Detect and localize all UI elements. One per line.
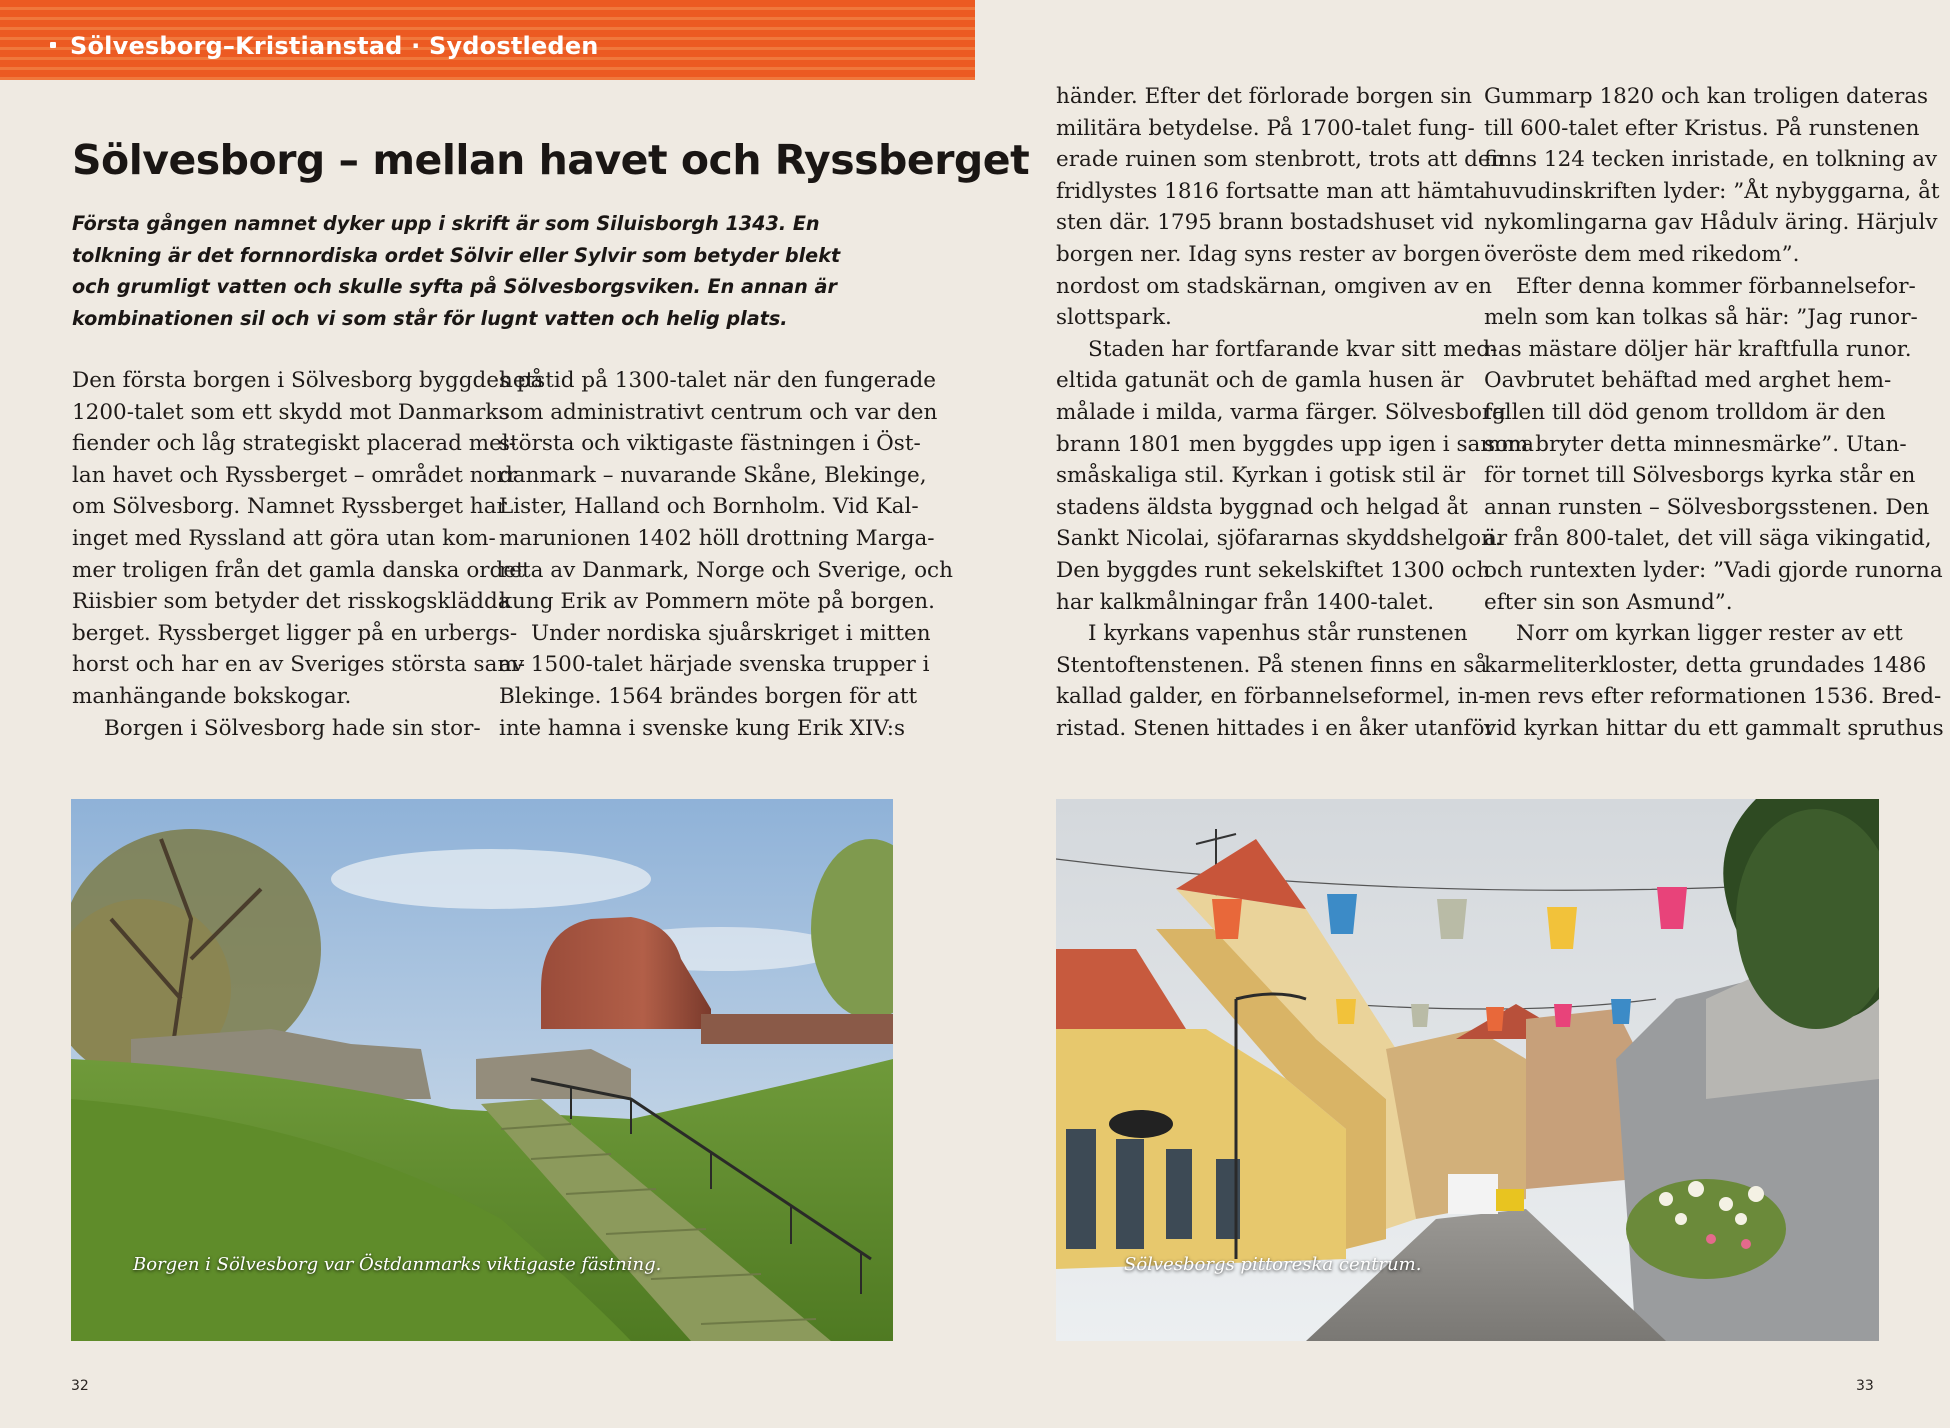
text-line: ristad. Stenen hittades i en åker utanför [1056,715,1495,741]
text-line: karmeliterkloster, detta grundades 1486 [1484,652,1927,678]
text-line: Sankt Nicolai, sjöfararnas skyddshelgon. [1056,526,1502,552]
text-line: Lister, Halland och Bornholm. Vid Kal- [499,494,919,520]
text-line: för tornet till Sölvesborgs kyrka står en [1484,463,1916,489]
text-column-2 [499,365,953,744]
street-photo [1056,799,1879,1341]
right-page [975,0,1950,1428]
text-line: Riisbier som betyder det risskogsklädda [72,589,511,615]
text-line: Gummarp 1820 och kan troligen dateras [1484,84,1929,109]
text-line: stadens äldsta byggnad och helgad åt [1056,494,1468,520]
text-line: Stentoftenstenen. På stenen finns en så [1056,652,1488,678]
text-line: berget. Ryssberget ligger på en urbergs- [72,620,518,646]
text-line: erade ruinen som stenbrott, trots att den [1056,147,1505,173]
lead-line: kombinationen sil och vi som står för lugnt vatten och helig plats. [72,306,788,330]
text-line: Under nordiska sjuårskriget i mitten [531,620,931,646]
text-line: lan havet och Ryssberget – området norr [72,462,518,488]
text-line: militära betydelse. På 1700-talet fung- [1056,115,1475,141]
text-line: om Sölvesborg. Namnet Ryssberget har [72,494,507,520]
text-line: Staden har fortfarande kvar sitt med- [1088,336,1498,362]
text-line: överöste dem med rikedom”. [1484,241,1800,267]
text-line: manhängande bokskogar. [72,683,352,709]
text-line: Den första borgen i Sölvesborg byggdes på [72,368,544,393]
text-line: annan runsten – Sölvesborgsstenen. Den [1484,494,1930,520]
castle-photo-caption: Borgen i Sölvesborg var Östdanmarks viktigaste fästning. [133,1254,662,1275]
text-line: Blekinge. 1564 brändes borgen för att [499,683,918,709]
text-line: sten där. 1795 brann bostadshuset vid [1056,210,1474,236]
text-line: 1200-talet som ett skydd mot Danmarks [72,399,510,425]
text-line: målade i milda, varma färger. Sölvesborg [1056,399,1506,425]
text-line: horst och har en av Sveriges största sam- [72,652,526,678]
text-line: inte hamna i svenske kung Erik XIV:s [499,715,906,741]
text-line: hetstid på 1300-talet när den fungerade [499,368,936,393]
text-line: är från 800-talet, det vill säga vikingatid, [1484,526,1932,552]
text-line: fridlystes 1816 fortsatte man att hämta [1056,178,1486,204]
text-line: småskaliga stil. Kyrkan i gotisk stil är [1056,463,1466,489]
text-line: Norr om kyrkan ligger rester av ett [1516,621,1903,647]
text-line: vid kyrkan hittar du ett gammalt spruthus [1484,715,1944,741]
text-line: Efter denna kommer förbannelsefor- [1516,273,1916,299]
bullet-icon [50,42,56,48]
text-column-3 [1056,81,1534,744]
page-number-right: 33 [1856,1378,1874,1394]
text-column-1 [72,365,544,744]
text-line: nas mästare döljer här kraftfulla runor. [1484,336,1912,362]
street-photo-caption: Sölvesborgs pittoreska centrum. [1124,1254,1422,1275]
castle-photo [71,799,893,1341]
lead-line: tolkning är det fornnordiska ordet Sölvir eller Sylvir som betyder blekt [72,243,841,267]
text-line: fiender och låg strategiskt placerad mel- [72,431,516,457]
text-line: inget med Ryssland att göra utan kom- [72,525,496,551]
text-column-4 [1484,81,1944,744]
text-line: eltida gatunät och de gamla husen är [1056,368,1464,394]
text-line: till 600-talet efter Kristus. På runstenen [1484,115,1920,141]
text-line: fallen till död genom trolldom är den [1484,399,1886,425]
text-line: Den byggdes runt sekelskiftet 1300 och [1056,557,1491,583]
text-line: reta av Danmark, Norge och Sverige, och [499,557,953,583]
text-line: största och viktigaste fästningen i Öst- [499,431,921,457]
text-line: brann 1801 men byggdes upp igen i samma [1056,431,1534,457]
text-line: nordost om stadskärnan, omgiven av en [1056,273,1492,299]
text-line: som bryter detta minnesmärke”. Utan- [1484,431,1907,457]
text-line: Borgen i Sölvesborg hade sin stor- [104,715,481,741]
text-line: men revs efter reformationen 1536. Bred- [1484,684,1942,710]
text-line: kung Erik av Pommern möte på borgen. [499,589,935,615]
article-lead [72,208,841,334]
text-line: nykomlingarna gav Hådulv äring. Härjulv [1484,210,1938,236]
page-number-left: 32 [71,1378,89,1394]
text-line: marunionen 1402 höll drottning Marga- [499,525,935,551]
section-header-band [0,0,975,80]
text-line: efter sin son Asmund”. [1484,589,1733,615]
text-line: meln som kan tolkas så här: ”Jag runor- [1484,305,1918,331]
article-title: Sölvesborg – mellan havet och Ryssberget [72,136,1030,184]
text-line: Oavbrutet behäftad med arghet hem- [1484,368,1892,394]
text-line: har kalkmålningar från 1400-talet. [1056,589,1435,615]
text-line: händer. Efter det förlorade borgen sin [1056,84,1472,109]
section-header-title: Sölvesborg–Kristianstad · Sydostleden [70,32,599,60]
text-line: borgen ner. Idag syns rester av borgen [1056,241,1481,267]
text-line: mer troligen från det gamla danska ordet [72,557,525,583]
text-line: I kyrkans vapenhus står runstenen [1088,621,1468,647]
lead-line: Första gången namnet dyker upp i skrift är som Siluisborgh 1343. En [72,212,820,235]
text-line: som administrativt centrum och var den [499,399,938,425]
lead-line: och grumligt vatten och skulle syfta på Sölvesborgsviken. En annan är [72,275,837,298]
text-line: av 1500-talet härjade svenska trupper i [499,652,930,678]
text-line: kallad galder, en förbannelseformel, in- [1056,684,1486,710]
text-line: danmark – nuvarande Skåne, Blekinge, [499,462,927,488]
text-line: finns 124 tecken inristade, en tolkning av [1484,147,1938,173]
text-line: slottspark. [1056,305,1172,331]
text-line: och runtexten lyder: ”Vadi gjorde runorna [1484,557,1943,583]
text-line: huvudinskriften lyder: ”Åt nybyggarna, åt [1484,178,1940,204]
